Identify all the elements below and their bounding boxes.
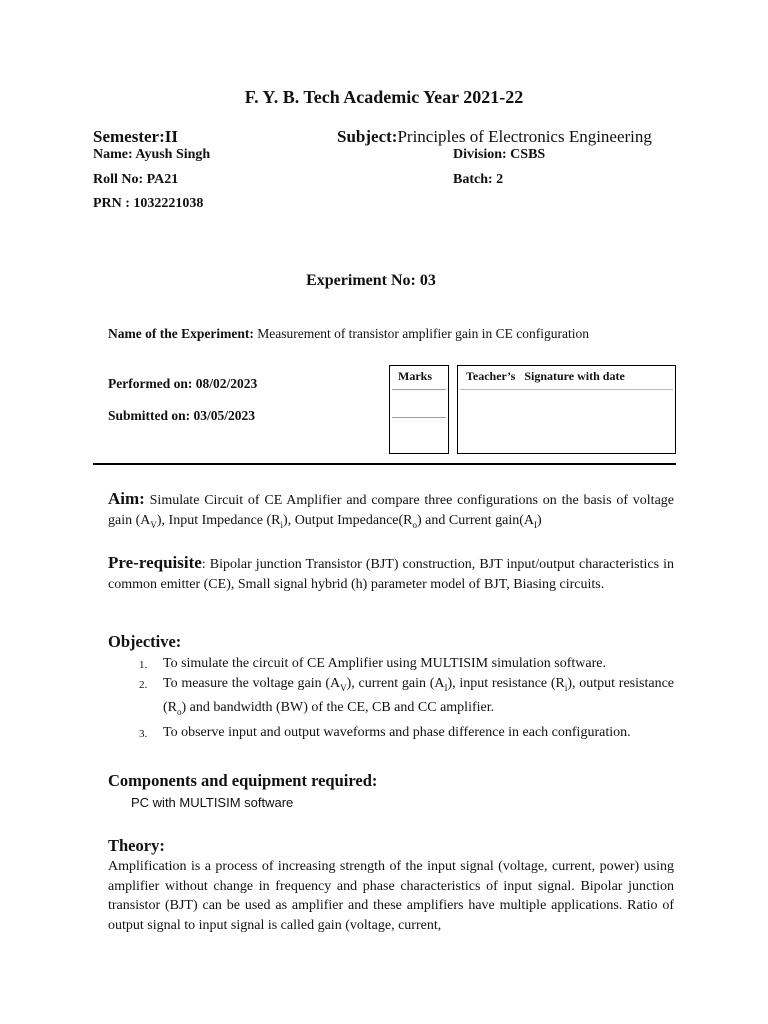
objective-sub-2c: i xyxy=(564,682,568,693)
objective-text-1: To simulate the circuit of CE Amplifier using MULTISIM simulation software. xyxy=(163,656,606,671)
semester-line xyxy=(93,127,178,147)
experiment-number: Experiment No: 03 xyxy=(306,272,436,289)
objective-number-3: 3. xyxy=(139,727,148,740)
objective-item-3 xyxy=(108,723,674,742)
objective-text-2a: To measure the voltage gain (A xyxy=(163,676,341,691)
objective-text-2b: ), current gain (A xyxy=(346,676,445,691)
marks-divider-1 xyxy=(392,389,446,390)
submitted-on: Submitted on: 03/05/2023 xyxy=(108,408,256,423)
marks-label: Marks xyxy=(398,369,432,383)
signature-label: Signature with date xyxy=(524,369,625,383)
objective-list xyxy=(108,654,674,743)
aim-text-2: ), Input Impedance (R xyxy=(156,513,281,528)
prerequisite-text: : Bipolar junction Transistor (BJT) construction, BJT input/output characteristics in common emitter (CE), Small signal hybrid (h) parameter model of BJT, Biasing circuits. xyxy=(108,557,674,592)
subject-label: Subject: xyxy=(337,127,398,146)
student-name: Name: Ayush Singh xyxy=(93,147,211,162)
objective-sub-2a: V xyxy=(340,682,347,693)
experiment-name xyxy=(108,326,589,342)
section-divider xyxy=(93,463,676,465)
prerequisite-label: Pre-requisite xyxy=(108,553,202,572)
experiment-name-value: Measurement of transistor amplifier gain in CE configuration xyxy=(257,326,590,341)
components-text: PC with MULTISIM software xyxy=(131,795,294,810)
aim-sub-1: V xyxy=(150,519,157,530)
aim-text-4: ) and Current gain(A xyxy=(417,513,535,528)
signature-divider xyxy=(460,389,673,390)
signature-box xyxy=(457,365,676,454)
signature-box-label xyxy=(466,369,625,384)
aim-label: Aim: xyxy=(108,489,145,508)
objective-item-2 xyxy=(108,674,674,722)
aim-sub-4: I xyxy=(534,519,538,530)
aim-text-5: ) xyxy=(537,513,542,528)
aim-text-3: ), Output Impedance(R xyxy=(283,513,413,528)
objective-text-3: To observe input and output waveforms and phase difference in each configuration. xyxy=(163,724,631,740)
objective-text-2d: ), output resistance (R xyxy=(163,676,675,715)
semester-label: Semester: xyxy=(93,127,165,146)
objective-text-2c: ), input resistance (R xyxy=(447,676,565,691)
subject-line xyxy=(337,127,652,147)
theory-text: Amplification is a process of increasing strength of the input signal (voltage, current, power) using amplifier without change in frequency and phase characteristics of input signal. Bipolar junction transistor (BJT) can be used as amplifier and these amplifiers have multiple applications. Ratio of output signal to input signal is called gain (voltage, current, xyxy=(108,859,674,933)
marks-box xyxy=(389,365,449,454)
teacher-label: Teacher’s xyxy=(466,369,516,383)
semester-value: II xyxy=(164,127,178,146)
objective-item-1 xyxy=(108,654,674,673)
experiment-name-label: Name of the Experiment: xyxy=(108,326,254,341)
aim-sub-2: i xyxy=(280,519,284,530)
objective-text-2e: ) and bandwidth (BW) of the CE, CB and CC amplifier. xyxy=(181,699,495,715)
subject-value: Principles of Electronics Engineering xyxy=(397,127,652,146)
marks-divider-2 xyxy=(392,417,446,418)
objective-number-1: 1. xyxy=(139,659,148,671)
aim-paragraph xyxy=(108,489,674,535)
roll-no: Roll No: PA21 xyxy=(93,172,179,187)
objective-sub-2d: o xyxy=(177,706,182,717)
aim-text-1: Simulate Circuit of CE Amplifier and compare three configurations on the basis of voltage gain (A xyxy=(108,493,675,528)
theory-heading: Theory: xyxy=(108,836,165,855)
batch: Batch: 2 xyxy=(453,172,504,187)
objective-heading: Objective: xyxy=(108,632,182,651)
document-title: F. Y. B. Tech Academic Year 2021-22 xyxy=(244,87,524,107)
objective-sub-2b: I xyxy=(444,682,448,693)
prn: PRN : 1032221038 xyxy=(93,196,204,211)
objective-number-2: 2. xyxy=(139,679,148,691)
performed-on: Performed on: 08/02/2023 xyxy=(108,376,258,391)
components-heading: Components and equipment required: xyxy=(108,771,378,790)
prerequisite-paragraph xyxy=(108,553,674,595)
aim-sub-3: o xyxy=(412,519,417,530)
division: Division: CSBS xyxy=(453,147,546,162)
